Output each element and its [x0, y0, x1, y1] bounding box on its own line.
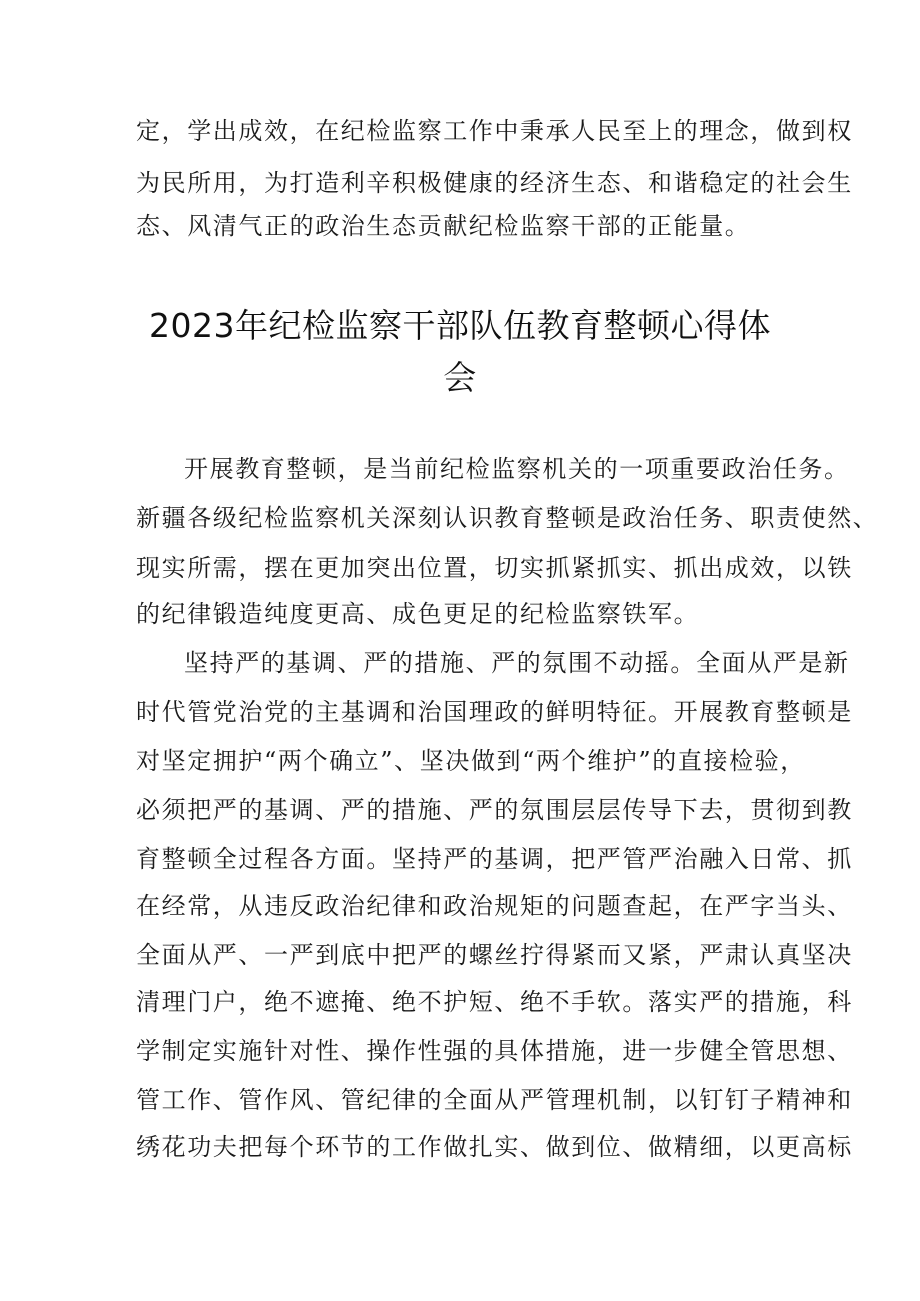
page-title: 2023年纪检监察干部队伍教育整顿心得体 — [149, 306, 771, 345]
text-line: 管工作、管作风、管纪律的全面从严管理机制，以钉钉子精神和 — [136, 1086, 853, 1114]
text-line: 清理门户，绝不遮掩、绝不护短、绝不手软。落实严的措施，科 — [136, 988, 853, 1016]
text-line: 态、风清气正的政治生态贡献纪检监察干部的正能量。 — [136, 212, 751, 240]
text-line: 必须把严的基调、严的措施、严的氛围层层传导下去，贯彻到教 — [136, 796, 853, 824]
text-line: 现实所需，摆在更加突出位置，切实抓紧抓实、抓出成效，以铁 — [136, 554, 853, 582]
paragraph-first-line: 坚持严的基调、严的措施、严的氛围不动摇。全面从严是新 — [184, 649, 850, 677]
text-line: 为民所用，为打造利辛积极健康的经济生态、和谐稳定的社会生 — [136, 169, 853, 197]
text-line: 绣花功夫把每个环节的工作做扎实、做到位、做精细，以更高标 — [136, 1133, 853, 1161]
text-line: 全面从严、一严到底中把严的螺丝拧得紧而又紧，严肃认真坚决 — [136, 941, 853, 969]
text-line: 在经常，从违反政治纪律和政治规矩的问题查起，在严字当头、 — [136, 892, 853, 920]
text-line: 新疆各级纪检监察机关深刻认识教育整顿是政治任务、职责使然、 — [136, 504, 879, 532]
text-line: 定，学出成效，在纪检监察工作中秉承人民至上的理念，做到权 — [136, 117, 853, 145]
paragraph-first-line: 开展教育整顿，是当前纪检监察机关的一项重要政治任务。 — [184, 455, 850, 483]
text-line: 对坚定拥护“两个确立”、坚决做到“两个维护”的直接检验， — [136, 747, 806, 775]
text-line: 学制定实施针对性、操作性强的具体措施，进一步健全管思想、 — [136, 1037, 853, 1065]
text-line: 育整顿全过程各方面。坚持严的基调，把严管严治融入日常、抓 — [136, 845, 853, 873]
text-line: 时代管党治党的主基调和治国理政的鲜明特征。开展教育整顿是 — [136, 698, 853, 726]
page-title-continued: 会 — [443, 358, 477, 397]
text-line: 的纪律锻造纯度更高、成色更足的纪检监察铁军。 — [136, 600, 700, 628]
